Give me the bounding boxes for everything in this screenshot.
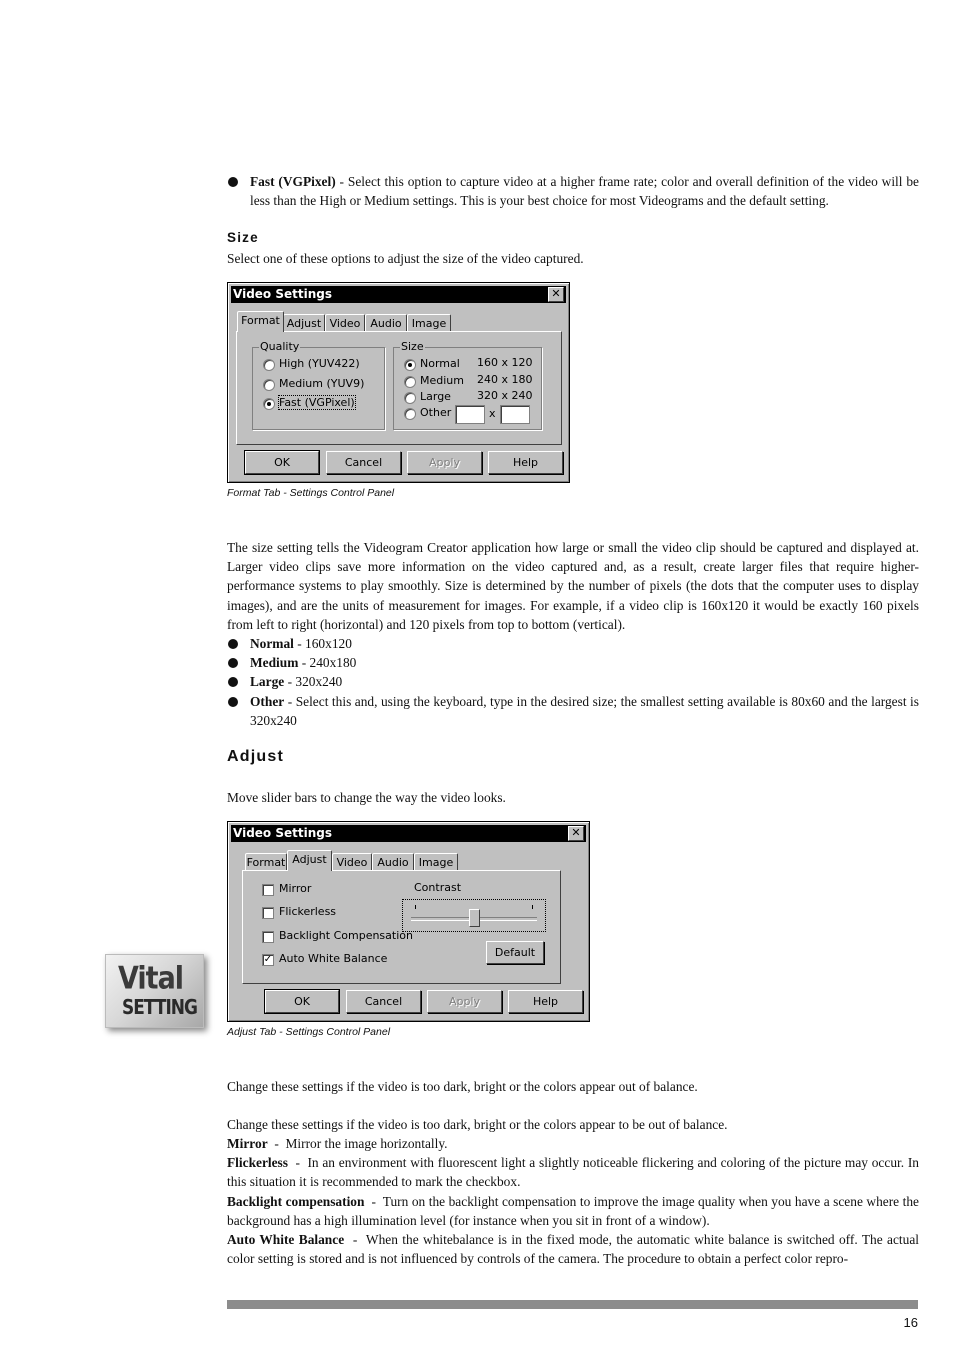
format-dialog (227, 282, 570, 483)
description: - 160x120 (293, 636, 352, 651)
contrast-label: Contrast (414, 881, 462, 894)
term: Other (250, 693, 285, 709)
tab-adjust[interactable]: Adjust (287, 850, 332, 871)
quality-fast-label: Fast (VGPixel) (279, 396, 355, 409)
tab-image[interactable]: Image (414, 853, 458, 871)
definition-auto-white-balance (227, 1230, 923, 1268)
dialog-title: Video Settings (233, 287, 332, 301)
vital-setting-logo (105, 954, 204, 1028)
size-other-radio[interactable] (404, 408, 416, 420)
adjust-intro: Move slider bars to change the way the video looks. (227, 790, 506, 805)
backlight-checkbox[interactable] (262, 931, 274, 943)
description: - Mirror the image horizontally. (267, 1136, 448, 1151)
ok-button[interactable]: OK (245, 451, 319, 474)
term: Normal (250, 636, 294, 651)
quality-medium-radio[interactable] (263, 379, 275, 391)
description: - When the whitebalance is in the fixed mode, the automatic white balance is switched off. The actual color setting is stored and is not influenced by controls of the camera. The procedure to obtain a perfect color repro- (227, 1232, 923, 1267)
auto-white-balance-label: Auto White Balance (279, 952, 388, 965)
tab-image[interactable]: Image (407, 314, 451, 332)
dialog-titlebar (231, 286, 566, 303)
list-item (227, 634, 919, 653)
tick-mark (415, 905, 416, 909)
auto-white-balance-checkbox[interactable]: ✓ (263, 954, 273, 965)
bullet-icon (228, 177, 238, 187)
help-button[interactable]: Help (508, 990, 583, 1013)
definition-mirror (227, 1134, 919, 1153)
default-button[interactable]: Default (486, 941, 544, 964)
list-item (227, 172, 919, 210)
logo-line2: SETTING (122, 996, 197, 1020)
size-heading: Size (227, 230, 259, 245)
apply-button[interactable]: Apply (407, 451, 482, 474)
tab-adjust[interactable]: Adjust (283, 314, 325, 332)
size-intro: Select one of these options to adjust the size of the video captured. (227, 251, 584, 266)
other-height-input[interactable] (500, 405, 530, 424)
description: - 240x180 (298, 655, 357, 671)
close-icon[interactable]: ✕ (568, 826, 584, 841)
description: - Select this option to capture video at a higher frame rate; color and overall definition of the video will be less than the High or Medium settings. This is your best choice for most Videograms and the default setting. (250, 174, 919, 209)
intro-bullet-list (227, 172, 919, 210)
other-x-label: x (489, 407, 496, 420)
contrast-slider[interactable] (403, 900, 545, 931)
size-normal-value: 160 x 120 (477, 356, 533, 369)
size-large-radio[interactable] (404, 392, 416, 404)
adjust-caption: Adjust Tab - Settings Control Panel (227, 1026, 391, 1038)
page-number: 16 (903, 1315, 918, 1330)
bullet-icon (228, 658, 238, 668)
description: - 320x240 (284, 674, 343, 690)
size-normal-label: Normal (420, 357, 460, 370)
term: Flickerless (227, 1155, 288, 1171)
quality-fast-radio[interactable] (263, 398, 275, 410)
tab-video[interactable]: Video (332, 853, 372, 871)
help-button[interactable]: Help (488, 451, 563, 474)
list-item (227, 672, 919, 691)
term: Large (250, 674, 285, 690)
dialog-title: Video Settings (233, 826, 332, 840)
size-medium-radio[interactable] (404, 376, 416, 388)
format-caption: Format Tab - Settings Control Panel (227, 487, 395, 499)
term: Fast (VGPixel) (250, 174, 336, 189)
group-label: Quality (260, 340, 300, 353)
quality-high-label: High (YUV422) (279, 357, 360, 370)
size-medium-label: Medium (420, 374, 464, 387)
tab-format[interactable]: Format (237, 311, 284, 332)
size-medium-value: 240 x 180 (477, 373, 533, 386)
size-other-label: Other (420, 406, 452, 419)
bullet-icon (228, 677, 238, 687)
cancel-button[interactable]: Cancel (346, 990, 421, 1013)
apply-button[interactable]: Apply (427, 990, 502, 1013)
definition-flickerless (227, 1153, 923, 1191)
cancel-button[interactable]: Cancel (326, 451, 401, 474)
bullet-icon (228, 639, 238, 649)
size-large-value: 320 x 240 (477, 389, 533, 402)
tick-mark (532, 905, 533, 909)
ok-button[interactable]: OK (265, 990, 339, 1013)
close-icon[interactable]: ✕ (548, 287, 564, 302)
footer-bar (227, 1300, 918, 1309)
mirror-label: Mirror (279, 882, 312, 895)
size-options-list (227, 634, 919, 730)
mirror-checkbox[interactable] (262, 884, 274, 896)
term: Mirror (227, 1136, 268, 1151)
backlight-label: Backlight Compensation (279, 929, 413, 942)
group-label: Size (401, 340, 424, 353)
term: Medium (250, 655, 299, 671)
list-item (227, 692, 919, 730)
dialog-titlebar (231, 825, 586, 842)
adjust-heading: Adjust (227, 748, 284, 765)
definitions (227, 1134, 923, 1268)
flickerless-label: Flickerless (279, 905, 337, 918)
change-paragraph-1: Change these settings if the video is too dark, bright or the colors appear out of balance. (227, 1079, 698, 1094)
adjust-dialog (227, 821, 590, 1022)
size-paragraph: The size setting tells the Videogram Creator application how large or small the video clip should be captured and displayed at. Larger video clips save more information on the video captured and, as a result, create larger files that require higher-performance systems to play smoothly. Size is determined by the number of pixels (the dots that the computer uses to display images), and are the units of measurement for images. For example, if a video clip is 160x120 it would be exactly 160 pixels from left to right (horizontal) and 120 pixels from top to bottom (vertical). (227, 540, 919, 632)
tab-audio[interactable]: Audio (372, 853, 414, 871)
tab-audio[interactable]: Audio (365, 314, 407, 332)
description: - Turn on the backlight compensation to improve the image quality when you have a scene where the background has a high illumination level (for instance when you sit in front of a window). (227, 1193, 923, 1228)
size-large-label: Large (420, 390, 451, 403)
list-item (227, 653, 919, 672)
tab-video[interactable]: Video (325, 314, 365, 332)
other-width-input[interactable] (455, 405, 485, 424)
definition-backlight (227, 1192, 923, 1230)
term: Auto White Balance (227, 1232, 345, 1248)
quality-high-radio[interactable] (263, 359, 275, 371)
change-paragraph-2: Change these settings if the video is too dark, bright or the colors appear to be out of balance. (227, 1117, 728, 1132)
bullet-icon (228, 697, 238, 707)
description: - In an environment with fluorescent light a slightly noticeable flickering and coloring of the picture may occur. In this situation it is recommended to mark the checkbox. (227, 1155, 923, 1190)
slider-thumb[interactable] (469, 909, 480, 927)
size-normal-radio[interactable] (404, 359, 416, 371)
description: - Select this and, using the keyboard, type in the desired size; the smallest setting available is 80x60 and the largest is 320x240 (250, 693, 919, 728)
logo-line1: Vital (118, 961, 184, 997)
quality-medium-label: Medium (YUV9) (279, 377, 365, 390)
flickerless-checkbox[interactable] (262, 907, 274, 919)
tab-format[interactable]: Format (245, 853, 287, 871)
term: Backlight compensation (227, 1193, 365, 1209)
